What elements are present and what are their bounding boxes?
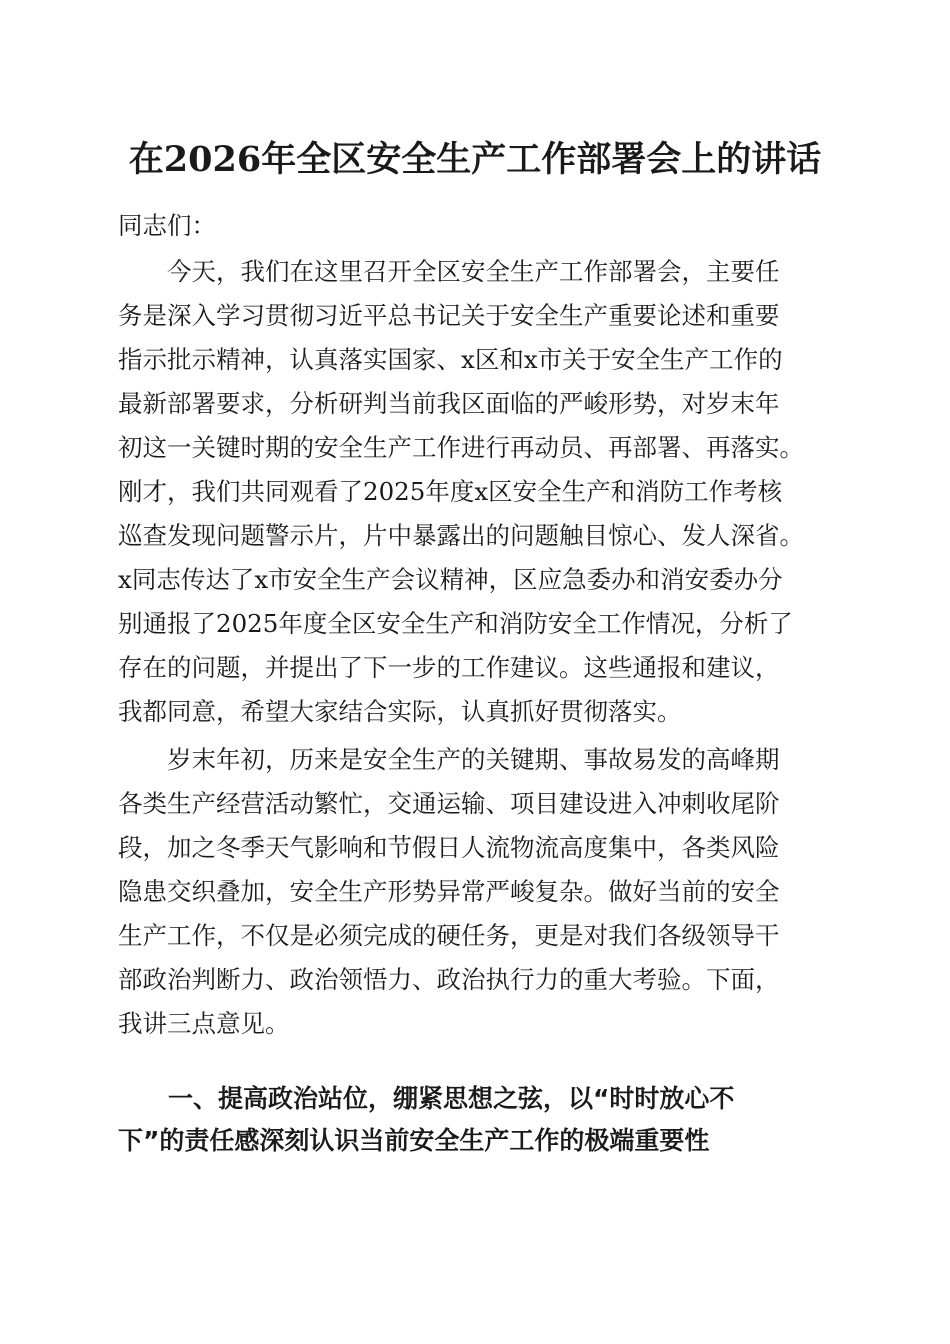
document-body (118, 204, 834, 1046)
paragraph-2-line: 隐患交织叠加，安全生产形势异常严峻复杂。做好当前的安全 (118, 877, 780, 906)
paragraph-1-line: 指示批示精神，认真落实国家、x区和x市关于安全生产工作的 (118, 345, 783, 374)
paragraph-2-line: 各类生产经营活动繁忙，交通运输、项目建设进入冲刺收尾阶 (118, 789, 780, 818)
paragraph-1-line: 别通报了2025年度全区安全生产和消防安全工作情况，分析了 (118, 609, 793, 638)
paragraph-2-line: 段，加之冬季天气影响和节假日人流物流高度集中，各类风险 (118, 833, 780, 862)
paragraph-1-line: 今天，我们在这里召开全区安全生产工作部署会，主要任 (118, 257, 780, 286)
section-1-heading (118, 1078, 834, 1162)
paragraph-2 (118, 738, 834, 1046)
paragraph-1-line: 我都同意，希望大家结合实际，认真抓好贯彻落实。 (118, 697, 682, 726)
paragraph-1-line: 初这一关键时期的安全生产工作进行再动员、再部署、再落实。 (118, 433, 804, 462)
section-1-heading-line: 下”的责任感深刻认识当前安全生产工作的极端重要性 (118, 1126, 710, 1155)
greeting: 同志们： (118, 211, 216, 240)
paragraph-1 (118, 250, 834, 734)
paragraph-2-line: 岁末年初，历来是安全生产的关键期、事故易发的高峰期 (118, 745, 780, 774)
document-title: 在2026年全区安全生产工作部署会上的讲话 (128, 139, 822, 180)
paragraph-1-line: 刚才，我们共同观看了2025年度x区安全生产和消防工作考核 (118, 477, 783, 506)
paragraph-1-line: 务是深入学习贯彻习近平总书记关于安全生产重要论述和重要 (118, 301, 780, 330)
paragraph-2-line: 生产工作，不仅是必须完成的硬任务，更是对我们各级领导干 (118, 921, 780, 950)
paragraph-1-line: 最新部署要求，分析研判当前我区面临的严峻形势，对岁末年 (118, 389, 780, 418)
paragraph-1-line: 存在的问题，并提出了下一步的工作建议。这些通报和建议， (118, 653, 780, 682)
paragraph-1-line: 巡查发现问题警示片，片中暴露出的问题触目惊心、发人深省。 (118, 521, 804, 550)
paragraph-2-line: 部政治判断力、政治领悟力、政治执行力的重大考验。下面， (118, 965, 780, 994)
paragraph-2-line: 我讲三点意见。 (118, 1009, 290, 1038)
paragraph-1-line: x同志传达了x市安全生产会议精神，区应急委办和消安委办分 (118, 565, 783, 594)
section-1-heading-line: 一、提高政治站位，绷紧思想之弦，以“时时放心不 (118, 1084, 735, 1113)
